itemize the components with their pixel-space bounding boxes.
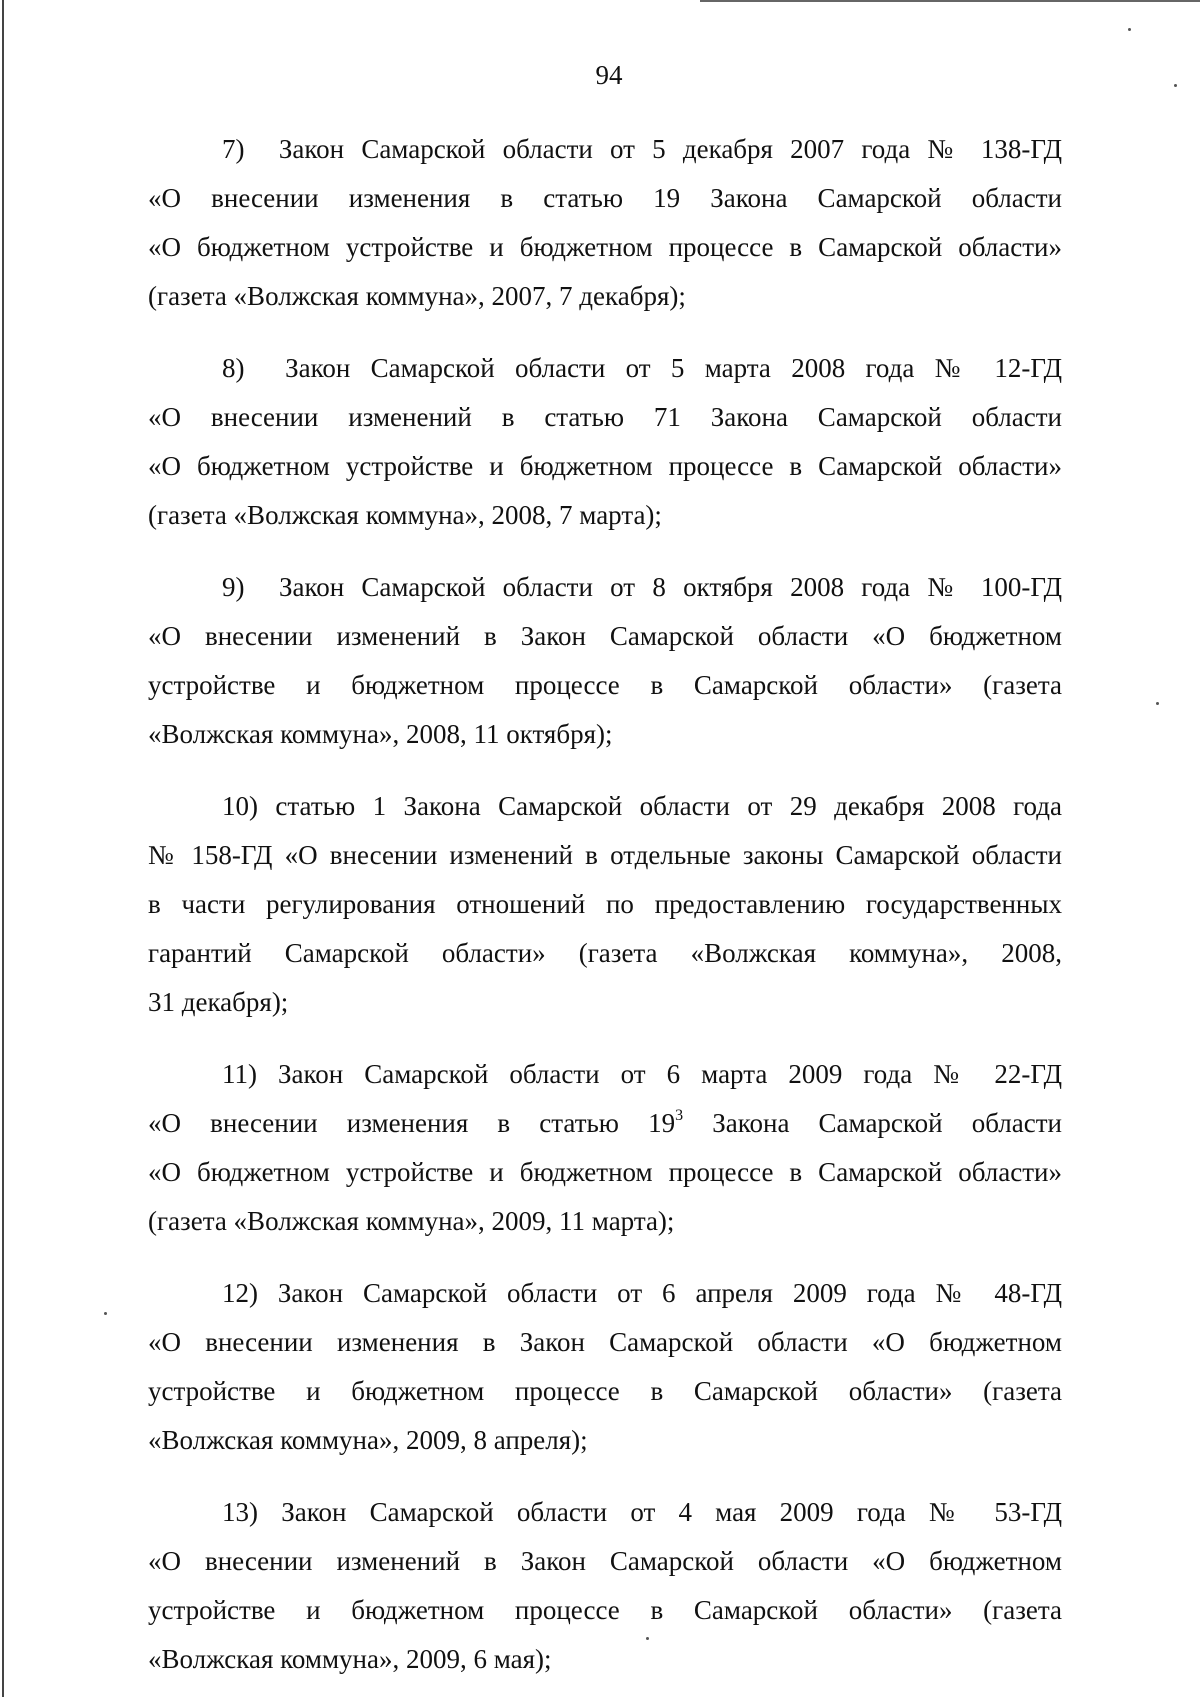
list-item-paragraph <box>148 1488 1062 1684</box>
text-segment: Закона Самарской области <box>683 1108 1062 1138</box>
page-number: 94 <box>595 60 623 90</box>
text-line: 11) Закон Самарской области от 6 марта 2009 года № 22-ГД <box>222 1059 1062 1089</box>
text-segment: «О внесении изменения в статью 19 <box>148 1108 676 1138</box>
text-line: (газета «Волжская коммуна», 2007, 7 декабря); <box>148 281 686 311</box>
text-line: «О внесении изменений в Закон Самарской области «О бюджетном <box>148 621 1062 651</box>
text-line: «О внесении изменений в статью 71 Закона Самарской области <box>148 402 1062 432</box>
text-line: 9) Закон Самарской области от 8 октября 2008 года № 100-ГД <box>222 572 1062 602</box>
text-line: «Волжская коммуна», 2009, 8 апреля); <box>148 1425 588 1455</box>
text-line: «О внесении изменения в статью 19 Закона Самарской области <box>148 183 1062 213</box>
document-body <box>148 125 1062 1707</box>
scan-speck <box>104 1312 107 1315</box>
list-item-paragraph <box>148 1269 1062 1465</box>
text-line: 7) Закон Самарской области от 5 декабря 2007 года № 138-ГД <box>222 134 1062 164</box>
text-line: «О бюджетном устройстве и бюджетном процессе в Самарской области» <box>148 1157 1062 1187</box>
text-line: 12) Закон Самарской области от 6 апреля 2009 года № 48-ГД <box>222 1278 1062 1308</box>
scan-speck <box>1128 28 1131 31</box>
superscript: 3 <box>675 1107 684 1124</box>
text-line: устройстве и бюджетном процессе в Самарской области» (газета <box>148 1376 1062 1406</box>
text-line: 31 декабря); <box>148 987 289 1017</box>
text-line: «О внесении изменения в Закон Самарской области «О бюджетном <box>148 1327 1062 1357</box>
text-line: гарантий Самарской области» (газета «Волжская коммуна», 2008, <box>148 938 1062 968</box>
scan-speck <box>1156 702 1159 705</box>
list-item-paragraph <box>148 563 1062 759</box>
text-line: (газета «Волжская коммуна», 2009, 11 марта); <box>148 1206 675 1236</box>
text-line: № 158-ГД «О внесении изменений в отдельные законы Самарской области <box>148 840 1062 870</box>
text-line: «О бюджетном устройстве и бюджетном процессе в Самарской области» <box>148 232 1062 262</box>
text-line: 10) статью 1 Закона Самарской области от 29 декабря 2008 года <box>222 791 1062 821</box>
text-line: (газета «Волжская коммуна», 2008, 7 марта); <box>148 500 662 530</box>
text-line: «О внесении изменений в Закон Самарской области «О бюджетном <box>148 1546 1062 1576</box>
scan-edge-left <box>2 0 4 1697</box>
text-line: устройстве и бюджетном процессе в Самарской области» (газета <box>148 670 1062 700</box>
scan-edge-top <box>700 0 1200 2</box>
text-line: «Волжская коммуна», 2008, 11 октября); <box>148 719 613 749</box>
text-line: в части регулирования отношений по предоставлению государственных <box>148 889 1062 919</box>
text-line <box>148 1099 1062 1148</box>
text-line: устройстве и бюджетном процессе в Самарской области» (газета <box>148 1595 1062 1625</box>
text-line: 13) Закон Самарской области от 4 мая 2009 года № 53-ГД <box>222 1497 1062 1527</box>
list-item-paragraph <box>148 125 1062 321</box>
text-line: «О бюджетном устройстве и бюджетном процессе в Самарской области» <box>148 451 1062 481</box>
text-line: 8) Закон Самарской области от 5 марта 2008 года № 12-ГД <box>222 353 1062 383</box>
list-item-paragraph <box>148 344 1062 540</box>
list-item-paragraph <box>148 1050 1062 1246</box>
text-line: «Волжская коммуна», 2009, 6 мая); <box>148 1644 552 1674</box>
list-item-paragraph <box>148 782 1062 1027</box>
